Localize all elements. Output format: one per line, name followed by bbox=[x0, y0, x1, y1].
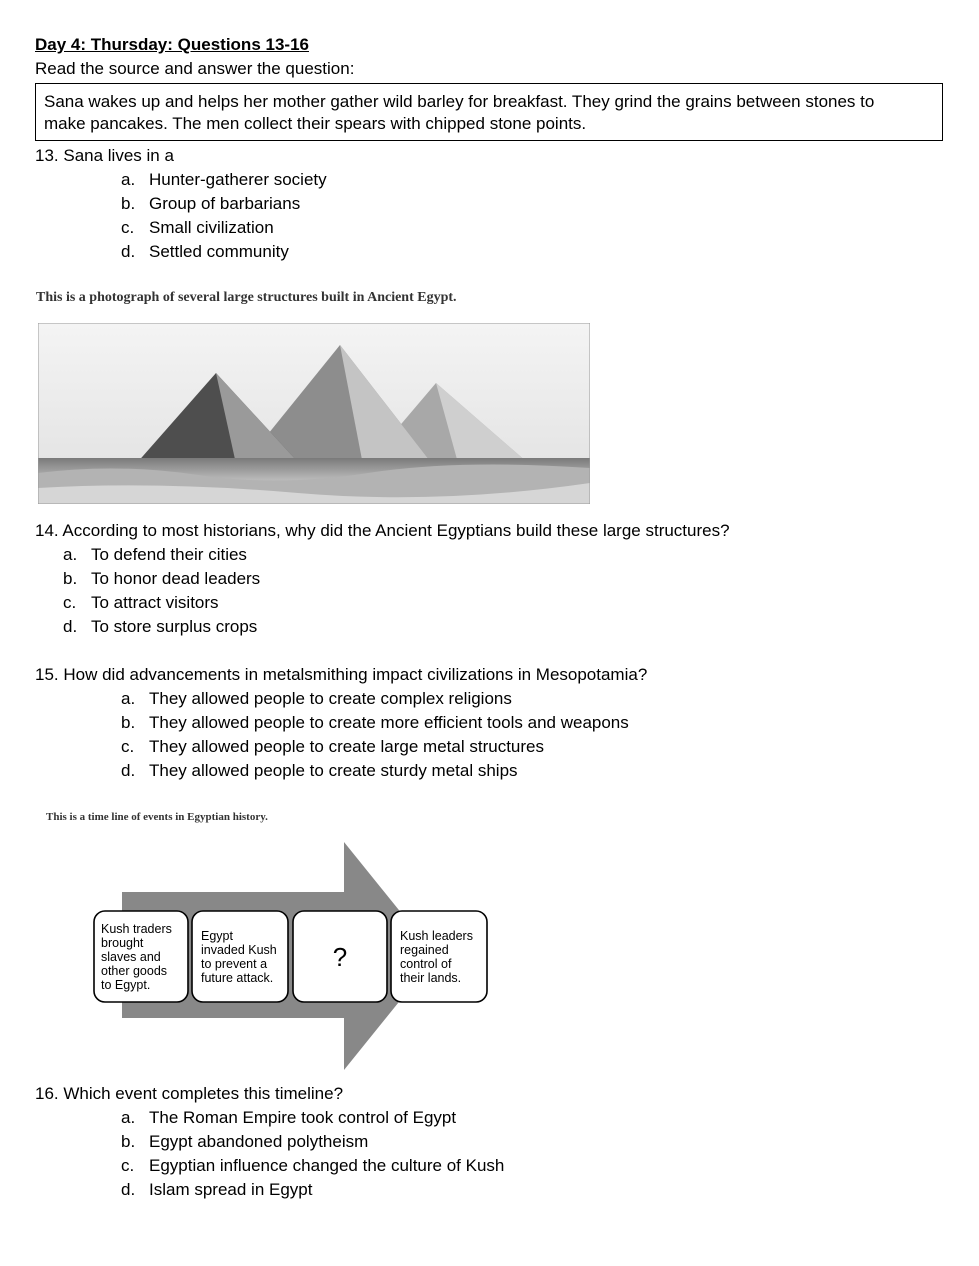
option-letter: c. bbox=[121, 1156, 135, 1175]
option-letter: b. bbox=[63, 569, 78, 588]
box-2-line-3: to prevent a bbox=[201, 957, 268, 971]
question-16-options bbox=[121, 1106, 504, 1202]
source-line-1: Sana wakes up and helps her mother gather wild barley for breakfast. They grind the grains between stones to bbox=[44, 92, 875, 111]
option-letter: c. bbox=[121, 218, 135, 237]
box-1-line-4: other goods bbox=[101, 964, 168, 978]
option-16b[interactable] bbox=[121, 1130, 504, 1154]
option-letter: a. bbox=[63, 545, 78, 564]
option-text: Islam spread in Egypt bbox=[149, 1180, 313, 1199]
option-letter: b. bbox=[121, 713, 136, 732]
pyramids-photo bbox=[38, 323, 590, 504]
box-2-line-2: invaded Kush bbox=[201, 943, 277, 957]
option-text: They allowed people to create complex religions bbox=[149, 689, 512, 708]
timeline-caption: This is a time line of events in Egyptian history. bbox=[46, 811, 268, 823]
option-13b[interactable] bbox=[121, 192, 327, 216]
timeline-box-2 bbox=[192, 911, 288, 1002]
option-14c[interactable] bbox=[63, 591, 260, 615]
option-16d[interactable] bbox=[121, 1178, 504, 1202]
page-title: Day 4: Thursday: Questions 13-16 bbox=[35, 35, 309, 54]
box-4-line-4: their lands. bbox=[400, 971, 462, 985]
option-15d[interactable] bbox=[121, 759, 629, 783]
option-text: To defend their cities bbox=[91, 545, 247, 564]
option-text: Egyptian influence changed the culture of Kush bbox=[149, 1156, 505, 1175]
option-letter: a. bbox=[121, 170, 136, 189]
box-3-question-mark: ? bbox=[332, 942, 348, 972]
box-4-line-1: Kush leaders bbox=[400, 929, 473, 943]
option-14b[interactable] bbox=[63, 567, 260, 591]
timeline-box-1 bbox=[94, 911, 188, 1002]
option-14d[interactable] bbox=[63, 615, 260, 639]
option-16c[interactable] bbox=[121, 1154, 504, 1178]
option-text: Settled community bbox=[149, 242, 289, 261]
question-16-stem: 16. Which event completes this timeline? bbox=[35, 1084, 344, 1103]
box-1-line-1: Kush traders bbox=[101, 922, 172, 936]
question-14-stem: 14. According to most historians, why did the Ancient Egyptians build these large structures? bbox=[35, 521, 730, 540]
option-text: They allowed people to create more efficient tools and weapons bbox=[149, 713, 629, 732]
box-4-line-2: regained bbox=[400, 943, 449, 957]
timeline-box-3 bbox=[293, 911, 387, 1002]
question-13-options bbox=[121, 168, 327, 264]
option-13a[interactable] bbox=[121, 168, 327, 192]
option-letter: d. bbox=[63, 617, 78, 636]
option-text: They allowed people to create large metal structures bbox=[149, 737, 544, 756]
question-15-options bbox=[121, 687, 629, 783]
timeline-box-4 bbox=[391, 911, 487, 1002]
option-text: Small civilization bbox=[149, 218, 274, 237]
option-letter: d. bbox=[121, 242, 136, 261]
option-letter: c. bbox=[121, 737, 135, 756]
option-text: The Roman Empire took control of Egypt bbox=[149, 1108, 457, 1127]
box-1-line-3: slaves and bbox=[101, 950, 161, 964]
option-letter: d. bbox=[121, 1180, 136, 1199]
option-14a[interactable] bbox=[63, 543, 260, 567]
box-4-line-3: control of bbox=[400, 957, 452, 971]
option-13d[interactable] bbox=[121, 240, 327, 264]
question-13-stem: 13. Sana lives in a bbox=[35, 146, 174, 165]
question-14-options bbox=[63, 543, 260, 639]
option-16a[interactable] bbox=[121, 1106, 504, 1130]
photo-caption: This is a photograph of several large structures built in Ancient Egypt. bbox=[36, 290, 457, 305]
box-1-line-2: brought bbox=[101, 936, 144, 950]
box-2-line-1: Egypt bbox=[201, 929, 233, 943]
box-2-line-4: future attack. bbox=[201, 971, 274, 985]
option-text: Hunter-gatherer society bbox=[149, 170, 327, 189]
option-letter: b. bbox=[121, 1132, 136, 1151]
option-text: To attract visitors bbox=[91, 593, 219, 612]
option-15a[interactable] bbox=[121, 687, 629, 711]
option-text: To honor dead leaders bbox=[91, 569, 261, 588]
timeline-diagram bbox=[90, 840, 500, 1072]
option-15c[interactable] bbox=[121, 735, 629, 759]
option-letter: b. bbox=[121, 194, 136, 213]
option-text: They allowed people to create sturdy metal ships bbox=[149, 761, 518, 780]
option-13c[interactable] bbox=[121, 216, 327, 240]
source-line-2: make pancakes. The men collect their spears with chipped stone points. bbox=[44, 114, 587, 133]
option-letter: a. bbox=[121, 1108, 136, 1127]
option-text: Egypt abandoned polytheism bbox=[149, 1132, 369, 1151]
question-15-stem: 15. How did advancements in metalsmithing impact civilizations in Mesopotamia? bbox=[35, 665, 648, 684]
option-letter: d. bbox=[121, 761, 136, 780]
option-letter: a. bbox=[121, 689, 136, 708]
option-15b[interactable] bbox=[121, 711, 629, 735]
option-letter: c. bbox=[63, 593, 77, 612]
option-text: To store surplus crops bbox=[91, 617, 258, 636]
source-box bbox=[35, 83, 943, 141]
instruction-text: Read the source and answer the question: bbox=[35, 59, 355, 78]
option-text: Group of barbarians bbox=[149, 194, 301, 213]
box-1-line-5: to Egypt. bbox=[101, 978, 151, 992]
